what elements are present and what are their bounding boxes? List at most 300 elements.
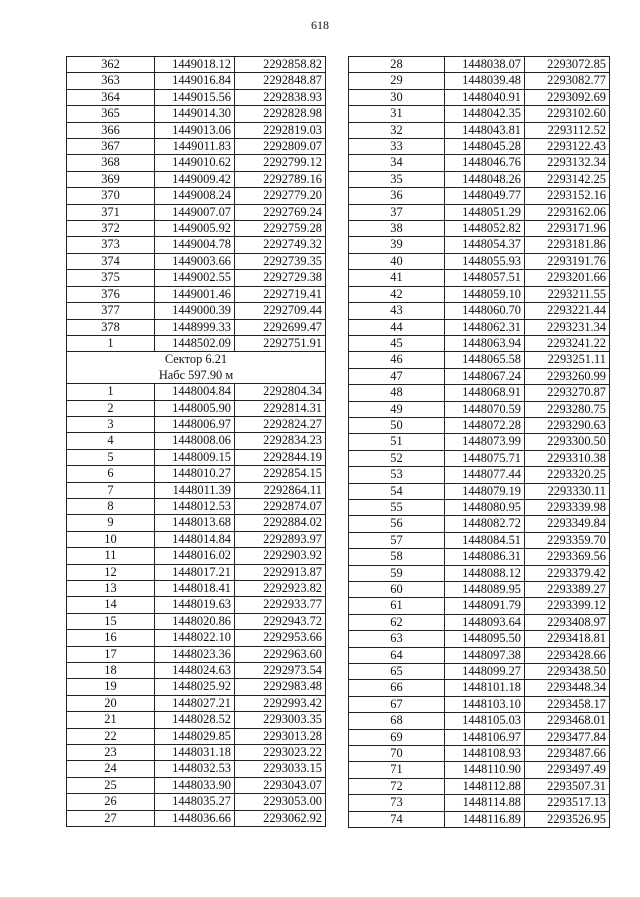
coordinate-x-cell: 1449008.24	[155, 188, 235, 204]
coordinate-y-cell: 2292834.23	[235, 433, 326, 449]
point-number-cell: 47	[349, 368, 445, 384]
coordinate-x-cell: 1448091.79	[445, 598, 525, 614]
table-row	[349, 713, 610, 729]
point-number-cell: 370	[67, 188, 155, 204]
coordinate-x-cell: 1448095.50	[445, 631, 525, 647]
table-row	[67, 57, 326, 73]
table-row	[67, 106, 326, 122]
table-row	[349, 303, 610, 319]
coordinate-y-cell: 2293043.07	[235, 777, 326, 793]
coordinate-y-cell: 2293092.69	[525, 89, 610, 105]
coordinate-y-cell: 2293408.97	[525, 614, 610, 630]
coordinate-x-cell: 1448108.93	[445, 746, 525, 762]
point-number-cell: 67	[349, 696, 445, 712]
coordinate-x-cell: 1449004.78	[155, 237, 235, 253]
coordinate-y-cell: 2293477.84	[525, 729, 610, 745]
coordinate-y-cell: 2292719.41	[235, 286, 326, 302]
point-number-cell: 11	[67, 548, 155, 564]
table-row	[349, 253, 610, 269]
table-row	[349, 335, 610, 351]
point-number-cell: 48	[349, 385, 445, 401]
coordinate-y-cell: 2293181.86	[525, 237, 610, 253]
point-number-cell: 31	[349, 106, 445, 122]
point-number-cell: 362	[67, 57, 155, 73]
table-row	[349, 532, 610, 548]
table-row	[349, 57, 610, 73]
coordinate-y-cell: 2293438.50	[525, 664, 610, 680]
coordinate-y-cell: 2292769.24	[235, 204, 326, 220]
coordinate-x-cell: 1448029.85	[155, 728, 235, 744]
table-row	[67, 761, 326, 777]
table-row	[349, 598, 610, 614]
coordinate-y-cell: 2293458.17	[525, 696, 610, 712]
point-number-cell: 15	[67, 613, 155, 629]
coordinate-x-cell: 1448023.36	[155, 646, 235, 662]
coordinate-x-cell: 1448073.99	[445, 434, 525, 450]
coordinate-x-cell: 1448046.76	[445, 155, 525, 171]
point-number-cell: 26	[67, 794, 155, 810]
table-row	[349, 549, 610, 565]
point-number-cell: 378	[67, 319, 155, 335]
coordinate-x-cell: 1449003.66	[155, 253, 235, 269]
page-number: 618	[311, 18, 329, 32]
point-number-cell: 18	[67, 663, 155, 679]
coordinate-y-cell: 2293339.98	[525, 499, 610, 515]
point-number-cell: 63	[349, 631, 445, 647]
coordinate-x-cell: 1449005.92	[155, 221, 235, 237]
coordinate-y-cell: 2293310.38	[525, 450, 610, 466]
coordinate-x-cell: 1448068.91	[445, 385, 525, 401]
point-number-cell: 35	[349, 171, 445, 187]
coordinate-x-cell: 1449015.56	[155, 89, 235, 105]
coordinates-table-right	[348, 56, 610, 828]
point-number-cell: 10	[67, 531, 155, 547]
coordinate-y-cell: 2293418.81	[525, 631, 610, 647]
point-number-cell: 374	[67, 253, 155, 269]
point-number-cell: 65	[349, 664, 445, 680]
table-row	[67, 303, 326, 319]
coordinate-y-cell: 2293507.31	[525, 778, 610, 794]
coordinate-y-cell: 2293251.11	[525, 352, 610, 368]
point-number-cell: 7	[67, 482, 155, 498]
table-row	[349, 467, 610, 483]
point-number-cell: 42	[349, 286, 445, 302]
coordinate-x-cell: 1448017.21	[155, 564, 235, 580]
point-number-cell: 13	[67, 581, 155, 597]
coordinate-x-cell: 1448062.31	[445, 319, 525, 335]
table-row	[67, 155, 326, 171]
coordinate-x-cell: 1448010.27	[155, 466, 235, 482]
point-number-cell: 24	[67, 761, 155, 777]
coordinate-y-cell: 2292709.44	[235, 303, 326, 319]
table-row	[67, 89, 326, 105]
point-number-cell: 29	[349, 73, 445, 89]
coordinate-x-cell: 1448038.07	[445, 57, 525, 73]
coordinate-x-cell: 1448016.02	[155, 548, 235, 564]
table-row	[67, 810, 326, 826]
coordinate-y-cell: 2292858.82	[235, 57, 326, 73]
table-row	[349, 795, 610, 811]
table-row	[349, 614, 610, 630]
table-row	[349, 155, 610, 171]
table-row	[349, 664, 610, 680]
coordinate-x-cell: 1448049.77	[445, 188, 525, 204]
coordinate-y-cell: 2293300.50	[525, 434, 610, 450]
table-row	[67, 564, 326, 580]
coordinate-y-cell: 2293369.56	[525, 549, 610, 565]
coordinate-x-cell: 1448025.92	[155, 679, 235, 695]
table-row	[349, 647, 610, 663]
coordinate-x-cell: 1448031.18	[155, 745, 235, 761]
table-row	[67, 630, 326, 646]
coordinate-y-cell: 2293003.35	[235, 712, 326, 728]
point-number-cell: 41	[349, 270, 445, 286]
coordinate-x-cell: 1448022.10	[155, 630, 235, 646]
table-row	[67, 498, 326, 514]
coordinate-x-cell: 1448036.66	[155, 810, 235, 826]
coordinate-y-cell: 2292913.87	[235, 564, 326, 580]
coordinate-x-cell: 1448020.86	[155, 613, 235, 629]
point-number-cell: 46	[349, 352, 445, 368]
coordinate-y-cell: 2293349.84	[525, 516, 610, 532]
point-number-cell: 68	[349, 713, 445, 729]
point-number-cell: 66	[349, 680, 445, 696]
coordinate-y-cell: 2293033.15	[235, 761, 326, 777]
coordinate-x-cell: 1448040.91	[445, 89, 525, 105]
table-row	[67, 482, 326, 498]
coordinate-y-cell: 2292943.72	[235, 613, 326, 629]
coordinate-y-cell: 2293142.25	[525, 171, 610, 187]
left-table-rows-before	[67, 57, 326, 352]
coordinate-y-cell: 2293517.13	[525, 795, 610, 811]
right-table-rows	[349, 57, 610, 828]
coordinate-y-cell: 2292814.31	[235, 400, 326, 416]
coordinate-y-cell: 2293211.55	[525, 286, 610, 302]
coordinate-x-cell: 1448042.35	[445, 106, 525, 122]
point-number-cell: 28	[349, 57, 445, 73]
table-row	[349, 450, 610, 466]
coordinate-y-cell: 2293102.60	[525, 106, 610, 122]
point-number-cell: 30	[349, 89, 445, 105]
coordinate-y-cell: 2292953.66	[235, 630, 326, 646]
coordinate-y-cell: 2293448.34	[525, 680, 610, 696]
coordinate-y-cell: 2292963.60	[235, 646, 326, 662]
table-row	[67, 646, 326, 662]
table-row	[349, 139, 610, 155]
point-number-cell: 60	[349, 582, 445, 598]
coordinate-y-cell: 2292923.82	[235, 581, 326, 597]
coordinate-y-cell: 2292854.15	[235, 466, 326, 482]
point-number-cell: 365	[67, 106, 155, 122]
coordinate-y-cell: 2293428.66	[525, 647, 610, 663]
section-length: Набс 597.90 м	[158, 367, 234, 382]
table-row	[349, 680, 610, 696]
point-number-cell: 368	[67, 155, 155, 171]
coordinate-y-cell: 2292759.28	[235, 221, 326, 237]
point-number-cell: 56	[349, 516, 445, 532]
coordinate-x-cell: 1448063.94	[445, 335, 525, 351]
coordinate-y-cell: 2293072.85	[525, 57, 610, 73]
coordinate-y-cell: 2292983.48	[235, 679, 326, 695]
coordinate-y-cell: 2293468.01	[525, 713, 610, 729]
coordinate-x-cell: 1448057.51	[445, 270, 525, 286]
coordinate-x-cell: 1448019.63	[155, 597, 235, 613]
coordinate-y-cell: 2292844.19	[235, 449, 326, 465]
table-row	[349, 778, 610, 794]
coordinate-x-cell: 1449010.62	[155, 155, 235, 171]
point-number-cell: 3	[67, 416, 155, 432]
coordinate-x-cell: 1448099.27	[445, 664, 525, 680]
coordinate-y-cell: 2293053.00	[235, 794, 326, 810]
coordinate-x-cell: 1448097.38	[445, 647, 525, 663]
point-number-cell: 72	[349, 778, 445, 794]
table-row	[67, 449, 326, 465]
coordinate-y-cell: 2293330.11	[525, 483, 610, 499]
table-row	[349, 89, 610, 105]
point-number-cell: 8	[67, 498, 155, 514]
coordinate-x-cell: 1448093.64	[445, 614, 525, 630]
point-number-cell: 44	[349, 319, 445, 335]
coordinate-x-cell: 1448039.48	[445, 73, 525, 89]
coordinate-x-cell: 1448054.37	[445, 237, 525, 253]
table-row	[349, 417, 610, 433]
section-header-group	[67, 352, 326, 384]
point-number-cell: 34	[349, 155, 445, 171]
table-row	[349, 188, 610, 204]
coordinate-y-cell: 2292819.03	[235, 122, 326, 138]
coordinate-x-cell: 1448009.15	[155, 449, 235, 465]
table-row	[67, 73, 326, 89]
coordinate-x-cell: 1449009.42	[155, 171, 235, 187]
coordinate-y-cell: 2293280.75	[525, 401, 610, 417]
coordinate-y-cell: 2293290.63	[525, 417, 610, 433]
coordinate-x-cell: 1448067.24	[445, 368, 525, 384]
coordinate-x-cell: 1448072.28	[445, 417, 525, 433]
point-number-cell: 43	[349, 303, 445, 319]
coordinate-y-cell: 2292739.35	[235, 253, 326, 269]
table-row	[349, 434, 610, 450]
coordinate-x-cell: 1448070.59	[445, 401, 525, 417]
coordinate-x-cell: 1448079.19	[445, 483, 525, 499]
coordinate-y-cell: 2293399.12	[525, 598, 610, 614]
point-number-cell: 4	[67, 433, 155, 449]
coordinate-x-cell: 1448077.44	[445, 467, 525, 483]
coordinate-y-cell: 2292864.11	[235, 482, 326, 498]
coordinate-y-cell: 2293487.66	[525, 746, 610, 762]
table-row	[67, 712, 326, 728]
table-row	[349, 499, 610, 515]
point-number-cell: 69	[349, 729, 445, 745]
coordinate-y-cell: 2292799.12	[235, 155, 326, 171]
coordinate-y-cell: 2292804.34	[235, 384, 326, 400]
table-row	[349, 319, 610, 335]
coordinate-y-cell: 2292893.97	[235, 531, 326, 547]
table-row	[67, 613, 326, 629]
table-row	[67, 400, 326, 416]
coordinate-y-cell: 2293112.52	[525, 122, 610, 138]
table-row	[67, 728, 326, 744]
point-number-cell: 33	[349, 139, 445, 155]
table-row	[67, 695, 326, 711]
coordinate-x-cell: 1448028.52	[155, 712, 235, 728]
coordinate-x-cell: 1448105.03	[445, 713, 525, 729]
point-number-cell: 62	[349, 614, 445, 630]
coordinate-x-cell: 1448006.97	[155, 416, 235, 432]
table-row	[349, 631, 610, 647]
coordinate-y-cell: 2293270.87	[525, 385, 610, 401]
table-row	[67, 319, 326, 335]
coordinate-y-cell: 2292848.87	[235, 73, 326, 89]
coordinate-y-cell: 2292884.02	[235, 515, 326, 531]
coordinate-x-cell: 1448060.70	[445, 303, 525, 319]
point-number-cell: 21	[67, 712, 155, 728]
table-row	[349, 696, 610, 712]
coordinate-x-cell: 1448014.84	[155, 531, 235, 547]
coordinate-x-cell: 1448051.29	[445, 204, 525, 220]
table-row	[349, 516, 610, 532]
point-number-cell: 61	[349, 598, 445, 614]
coordinate-y-cell: 2293379.42	[525, 565, 610, 581]
coordinate-x-cell: 1448065.58	[445, 352, 525, 368]
point-number-cell: 371	[67, 204, 155, 220]
coordinate-x-cell: 1449007.07	[155, 204, 235, 220]
point-number-cell: 372	[67, 221, 155, 237]
table-row	[67, 335, 326, 351]
table-row	[349, 122, 610, 138]
table-row	[67, 286, 326, 302]
point-number-cell: 73	[349, 795, 445, 811]
coordinate-x-cell: 1449002.55	[155, 270, 235, 286]
table-row	[349, 746, 610, 762]
point-number-cell: 363	[67, 73, 155, 89]
table-row	[67, 204, 326, 220]
coordinate-x-cell: 1448116.89	[445, 811, 525, 827]
table-row	[67, 531, 326, 547]
table-row	[349, 171, 610, 187]
point-number-cell: 45	[349, 335, 445, 351]
table-row	[349, 237, 610, 253]
point-number-cell: 52	[349, 450, 445, 466]
coordinate-y-cell: 2292749.32	[235, 237, 326, 253]
point-number-cell: 38	[349, 221, 445, 237]
point-number-cell: 367	[67, 139, 155, 155]
coordinate-x-cell: 1448011.39	[155, 482, 235, 498]
coordinate-y-cell: 2292809.07	[235, 139, 326, 155]
coordinate-y-cell: 2293221.44	[525, 303, 610, 319]
table-row	[349, 106, 610, 122]
coordinate-y-cell: 2292903.92	[235, 548, 326, 564]
table-row	[67, 122, 326, 138]
point-number-cell: 57	[349, 532, 445, 548]
table-row	[349, 582, 610, 598]
table-row	[67, 663, 326, 679]
coordinate-x-cell: 1449016.84	[155, 73, 235, 89]
coordinate-y-cell: 2293171.96	[525, 221, 610, 237]
point-number-cell: 23	[67, 745, 155, 761]
point-number-cell: 27	[67, 810, 155, 826]
coordinate-x-cell: 1448013.68	[155, 515, 235, 531]
coordinate-y-cell: 2293320.25	[525, 467, 610, 483]
table-row	[67, 433, 326, 449]
table-row	[349, 385, 610, 401]
point-number-cell: 40	[349, 253, 445, 269]
table-row	[67, 171, 326, 187]
point-number-cell: 74	[349, 811, 445, 827]
point-number-cell: 25	[67, 777, 155, 793]
point-number-cell: 1	[67, 335, 155, 351]
coordinate-x-cell: 1448999.33	[155, 319, 235, 335]
coordinate-y-cell: 2293359.70	[525, 532, 610, 548]
coordinate-y-cell: 2293082.77	[525, 73, 610, 89]
coordinate-x-cell: 1448035.27	[155, 794, 235, 810]
table-row	[67, 221, 326, 237]
left-table-rows-after	[67, 384, 326, 827]
coordinate-y-cell: 2292993.42	[235, 695, 326, 711]
table-row	[67, 581, 326, 597]
coordinate-x-cell: 1448112.88	[445, 778, 525, 794]
table-row	[349, 762, 610, 778]
point-number-cell: 375	[67, 270, 155, 286]
point-number-cell: 59	[349, 565, 445, 581]
point-number-cell: 17	[67, 646, 155, 662]
coordinate-x-cell: 1448086.31	[445, 549, 525, 565]
coordinate-x-cell: 1448024.63	[155, 663, 235, 679]
point-number-cell: 14	[67, 597, 155, 613]
coordinate-y-cell: 2293152.16	[525, 188, 610, 204]
coordinate-y-cell: 2293013.28	[235, 728, 326, 744]
point-number-cell: 20	[67, 695, 155, 711]
coordinate-x-cell: 1448033.90	[155, 777, 235, 793]
coordinate-x-cell: 1448082.72	[445, 516, 525, 532]
table-row	[67, 253, 326, 269]
table-row	[349, 729, 610, 745]
table-row	[349, 565, 610, 581]
coordinate-x-cell: 1448080.95	[445, 499, 525, 515]
coordinate-x-cell: 1448048.26	[445, 171, 525, 187]
coordinate-x-cell: 1448045.28	[445, 139, 525, 155]
point-number-cell: 22	[67, 728, 155, 744]
coordinate-x-cell: 1448114.88	[445, 795, 525, 811]
section-title: Сектор 6.21	[164, 352, 228, 367]
coordinate-y-cell: 2292699.47	[235, 319, 326, 335]
point-number-cell: 71	[349, 762, 445, 778]
coordinate-x-cell: 1448075.71	[445, 450, 525, 466]
point-number-cell: 364	[67, 89, 155, 105]
point-number-cell: 37	[349, 204, 445, 220]
table-row	[67, 270, 326, 286]
table-row	[349, 204, 610, 220]
coordinate-x-cell: 1448027.21	[155, 695, 235, 711]
table-row	[67, 466, 326, 482]
coordinate-y-cell: 2292838.93	[235, 89, 326, 105]
coordinate-y-cell: 2293231.34	[525, 319, 610, 335]
point-number-cell: 58	[349, 549, 445, 565]
table-row	[349, 368, 610, 384]
coordinate-x-cell: 1448004.84	[155, 384, 235, 400]
table-row	[67, 188, 326, 204]
coordinate-y-cell: 2293526.95	[525, 811, 610, 827]
point-number-cell: 51	[349, 434, 445, 450]
coordinate-y-cell: 2293023.22	[235, 745, 326, 761]
coordinate-x-cell: 1448502.09	[155, 335, 235, 351]
section-header-cell	[67, 352, 326, 384]
coordinate-y-cell: 2293122.43	[525, 139, 610, 155]
coordinate-x-cell: 1449001.46	[155, 286, 235, 302]
point-number-cell: 377	[67, 303, 155, 319]
table-row	[349, 352, 610, 368]
coordinate-y-cell: 2292973.54	[235, 663, 326, 679]
coordinate-x-cell: 1448059.10	[445, 286, 525, 302]
